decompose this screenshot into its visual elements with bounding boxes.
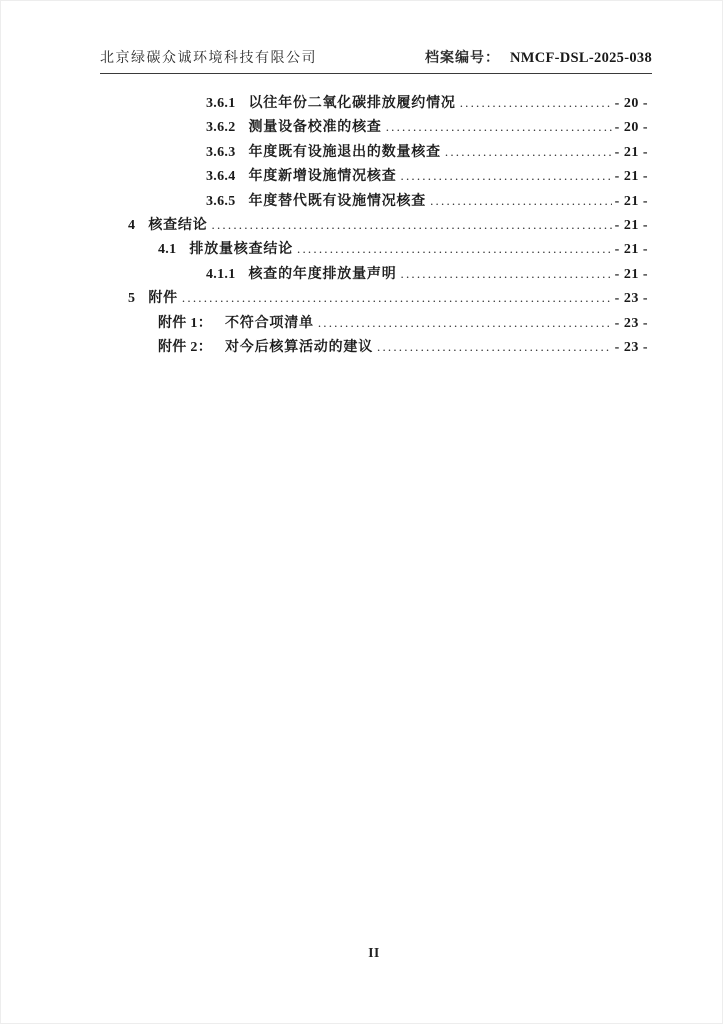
toc-page-number: - 23 -: [614, 339, 648, 355]
toc-entry-number: 5: [128, 291, 136, 307]
toc-entry-number: 4: [128, 217, 136, 233]
toc-entry[interactable]: [100, 237, 648, 261]
toc-entry[interactable]: [100, 262, 648, 286]
file-number-value: NMCF-DSL-2025-038: [509, 50, 652, 66]
toc-entry[interactable]: [100, 286, 648, 310]
table-of-contents: [100, 91, 648, 359]
toc-page-number: - 21 -: [614, 193, 648, 209]
toc-entry-title: 年度替代既有设施情况核查: [248, 193, 427, 209]
toc-dot-leader: [386, 115, 612, 139]
toc-page-number: - 21 -: [614, 217, 648, 233]
toc-entry[interactable]: [100, 335, 648, 359]
toc-entry[interactable]: [100, 91, 648, 115]
company-name: 北京绿碳众诚环境科技有限公司: [100, 51, 317, 66]
toc-dot-leader: [460, 91, 612, 115]
toc-entry-title: 核查的年度排放量声明: [248, 266, 397, 282]
toc-entry-title: 不符合项清单: [225, 315, 314, 331]
toc-entry-title: 对今后核算活动的建议: [225, 339, 373, 355]
file-number-label: 档案编号：: [424, 51, 500, 66]
toc-entry-number: 3.6.4: [206, 169, 236, 185]
toc-entry-title: 年度新增设施情况核查: [248, 169, 397, 185]
toc-entry-number: 4.1.1: [206, 266, 236, 282]
toc-entry[interactable]: [100, 311, 648, 335]
toc-dot-leader: [182, 286, 612, 310]
toc-dot-leader: [377, 335, 612, 359]
toc-entry[interactable]: [100, 140, 648, 164]
toc-dot-leader: [430, 189, 612, 213]
toc-entry-number: 3.6.1: [206, 96, 236, 111]
toc-entry-title: 核查结论: [148, 217, 208, 233]
toc-page-number: - 23 -: [614, 291, 648, 307]
toc-dot-leader: [401, 262, 612, 286]
toc-page-number: - 21 -: [614, 169, 648, 185]
toc-entry-title: 年度既有设施退出的数量核查: [248, 144, 441, 160]
file-number-group: [425, 47, 652, 67]
toc-entry-number: 附件 1：: [158, 315, 212, 331]
toc-entry-number: 4.1: [158, 242, 177, 258]
toc-entry-number: 3.6.5: [206, 193, 236, 209]
toc-entry-title: 以往年份二氧化碳排放履约情况: [248, 96, 456, 111]
toc-entry-number: 附件 2：: [158, 339, 212, 355]
toc-dot-leader: [212, 213, 612, 237]
toc-entry[interactable]: [100, 213, 648, 237]
toc-entry-title: 测量设备校准的核查: [248, 120, 382, 136]
toc-dot-leader: [297, 237, 612, 261]
toc-entry[interactable]: [100, 164, 648, 188]
toc-page-number: - 23 -: [614, 315, 648, 331]
toc-dot-leader: [318, 311, 612, 335]
toc-dot-leader: [401, 164, 612, 188]
footer-page-number: II: [368, 945, 380, 960]
toc-page-number: - 20 -: [614, 120, 648, 136]
toc-page-number: - 20 -: [614, 96, 648, 111]
toc-entry[interactable]: [100, 189, 648, 213]
document-header: [100, 47, 652, 74]
toc-dot-leader: [445, 140, 612, 164]
toc-entry-title: 排放量核查结论: [189, 242, 294, 258]
toc-page-number: - 21 -: [614, 242, 648, 258]
toc-entry[interactable]: [100, 115, 648, 139]
toc-page-number: - 21 -: [614, 266, 648, 282]
toc-page-number: - 21 -: [614, 144, 648, 160]
toc-entry-number: 3.6.2: [206, 120, 236, 136]
toc-entry-title: 附件: [148, 291, 178, 307]
toc-entry-number: 3.6.3: [206, 144, 236, 160]
